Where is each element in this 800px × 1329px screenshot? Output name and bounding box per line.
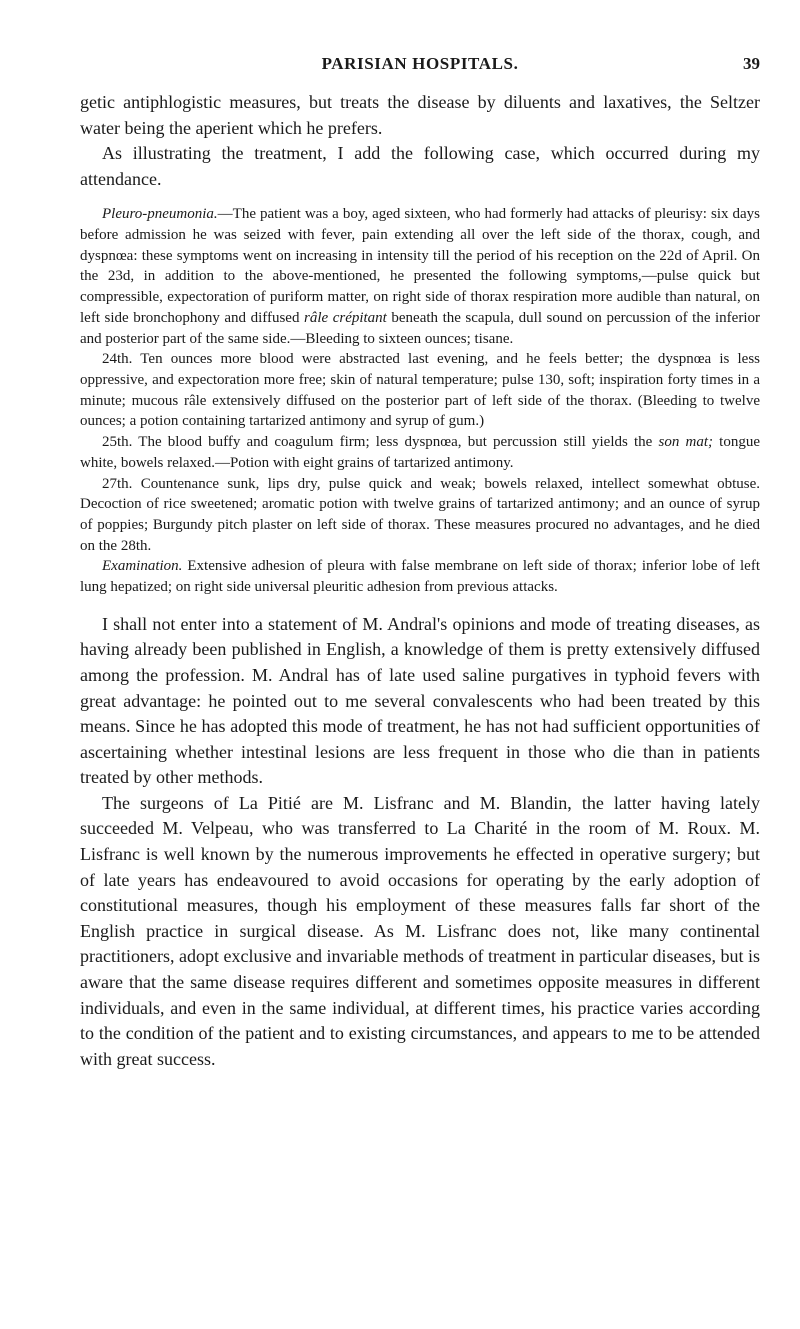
case-admission-text-a: —The patient was a boy, aged sixteen, who had formerly had attacks of pleurisy: six days before admission he was seized with fever, pain extending all over the left side of the thorax, cough, and dyspnœa: these symptoms went on increasing in intensity till the period of his reception on the 22d of April. On the 23d, in addition to the above-mentioned, he presented the following symptoms,—pulse quick but compressible, expectoration of puriform matter, on right side of thorax respiration more audible than natural, on left side bronchophony and diffused <box>80 206 760 326</box>
main-text <box>80 612 760 1073</box>
book-page <box>80 48 760 1072</box>
case-admission-text-b: beneath the scapula, dull sound on percussion of the inferior and posterior part of the same side.—Bleeding to sixteen ounces; tisane. <box>80 309 760 347</box>
case-paragraph-admission <box>80 204 760 349</box>
case-term-son-mat: son mat; <box>658 434 713 451</box>
la-pitie-surgeons-paragraph: The surgeons of La Pitié are M. Lisfranc and M. Blandin, the latter having lately succeeded M. Velpeau, who was transferred to La Charité in the room of M. Roux. M. Lisfranc is well known by the numerous improvements he effected in operative surgery; but of late years has endeavoured to avoid occasions for operating by the early adoption of constitutional measures, though his employment of these measures falls far short of the English practice in surgical disease. As M. Lisfranc does not, like many continental practitioners, adopt exclusive and invariable methods of treatment in particular diseases, but is aware that the same disease requires different and sometimes opposite measures in different individuals, and even in the same individual, at different times, his practice varies according to the condition of the patient and to existing circumstances, and appears to me to be attended with great success. <box>80 792 760 1069</box>
intro-paragraph-continuation: getic antiphlogistic measures, but treats the disease by diluents and laxatives, the Seltzer water being the aperient which he prefers. <box>80 92 760 138</box>
case-paragraph-25th <box>80 432 760 473</box>
case-paragraph-examination <box>80 556 760 597</box>
case-report <box>80 204 760 597</box>
examination-text: Extensive adhesion of pleura with false membrane on left side of thorax; inferior lobe of left lung hepatized; on right side universal pleuritic adhesion from previous attacks. <box>80 558 760 596</box>
page-header <box>80 48 760 78</box>
case-paragraph-27th: 27th. Countenance sunk, lips dry, pulse quick and weak; bowels relaxed, intellect somewhat obtuse. Decoction of rice sweetened; aromatic potion with twelve grains of tartarized antimony; and an ounce of syrup of poppies; Burgundy pitch plaster on left side of thorax. These measures procured no advantages, and he died on the 28th. <box>80 475 760 554</box>
case-25th-text-b: tongue white, bowels relaxed.—Potion with eight grains of tartarized antimony. <box>80 434 760 471</box>
running-title: PARISIAN HOSPITALS. <box>321 54 519 73</box>
andral-paragraph: I shall not enter into a statement of M. Andral's opinions and mode of treating diseases, as having already been published in English, a knowledge of them is pretty extensively diffused among the profession. M. Andral has of late used saline purgatives in typhoid fevers with great advantage: he pointed out to me several convalescents who had been treated by this means. Since he has adopted this mode of treatment, he has not had sufficient opportunities of ascertaining whether intestinal lesions are less frequent in those who die than in patients treated by other methods. <box>80 613 760 788</box>
case-paragraph-24th: 24th. Ten ounces more blood were abstracted last evening, and he feels better; the dyspnœa is less oppressive, and expectoration more free; skin of natural temperature; pulse 130, soft; inspiration forty times in a minute; mucous râle extensively diffused on the posterior part of left side of the thorax. (Bleeding to twelve ounces; a potion containing tartarized antimony and syrup of gum.) <box>80 351 760 430</box>
case-25th-text-a: 25th. The blood buffy and coagulum firm; less dyspnœa, but percussion still yields the <box>102 434 659 451</box>
case-heading: Pleuro-pneumonia. <box>102 206 218 223</box>
intro-paragraph-case-lead: As illustrating the treatment, I add the following case, which occurred during my attendance. <box>80 143 760 189</box>
examination-heading: Examination. <box>102 558 183 575</box>
page-number: 39 <box>743 54 760 73</box>
case-term-rale-crepitant: râle crépitant <box>304 309 387 326</box>
